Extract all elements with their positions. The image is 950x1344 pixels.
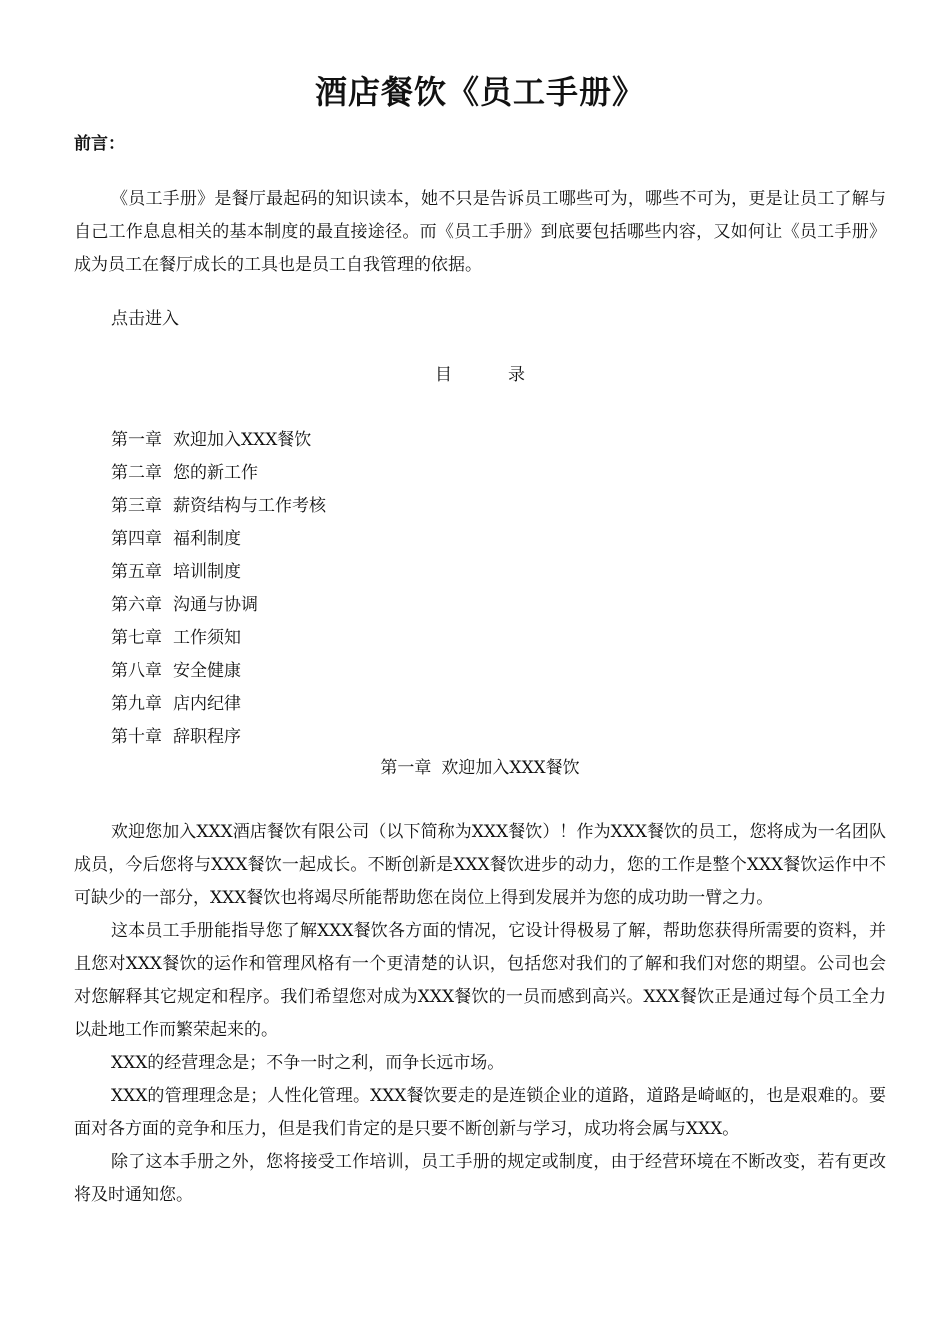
toc-item-title: 培训制度: [173, 562, 241, 582]
toc-item-number: 第八章: [111, 661, 162, 681]
toc-list: [111, 424, 326, 754]
toc-item-number: 第四章: [111, 529, 162, 549]
toc-item-title: 辞职程序: [173, 727, 241, 747]
chapter-title: 欢迎加入XXX餐饮: [441, 758, 580, 778]
toc-heading-right: 录: [508, 365, 525, 385]
toc-item-number: 第十章: [111, 727, 162, 747]
toc-item[interactable]: [111, 589, 326, 622]
toc-item[interactable]: [111, 457, 326, 490]
toc-item-number: 第一章: [111, 430, 162, 450]
chapter-number: 第一章: [380, 758, 432, 778]
toc-item-title: 安全健康: [173, 661, 241, 681]
toc-item[interactable]: [111, 688, 326, 721]
chapter-paragraph: XXX的经营理念是；不争一时之利，而争长远市场。: [111, 1053, 505, 1073]
toc-item[interactable]: [111, 490, 326, 523]
toc-item-number: 第六章: [111, 595, 162, 615]
enter-link[interactable]: 点击进入: [111, 309, 179, 329]
preface-paragraph: 《员工手册》是餐厅最起码的知识读本，她不只是告诉员工哪些可为，哪些不可为，更是让员工了解与自己工作息息相关的基本制度的最直接途径。而《员工手册》到底要包括哪些内容，又如何让《员工手册》成为员工在餐厅成长的工具也是员工自我管理的依据。: [74, 189, 886, 275]
toc-item-title: 薪资结构与工作考核: [173, 496, 326, 516]
toc-item-number: 第七章: [111, 628, 162, 648]
toc-item[interactable]: [111, 622, 326, 655]
toc-item-title: 福利制度: [173, 529, 241, 549]
toc-item-number: 第五章: [111, 562, 162, 582]
toc-item-title: 欢迎加入XXX餐饮: [173, 430, 312, 450]
chapter-body: [74, 816, 886, 1212]
toc-item-number: 第二章: [111, 463, 162, 483]
document-title: 酒店餐饮《员工手册》: [314, 73, 645, 111]
toc-item-title: 店内纪律: [173, 694, 241, 714]
preface-label: 前言：: [74, 134, 125, 154]
toc-item-title: 工作须知: [173, 628, 241, 648]
toc-item[interactable]: [111, 523, 326, 556]
chapter-paragraph: XXX的管理理念是；人性化管理。XXX餐饮要走的是连锁企业的道路，道路是崎岖的，也是艰难的。要面对各方面的竞争和压力，但是我们肯定的是只要不断创新与学习，成功将会属与XXX。: [74, 1086, 886, 1139]
toc-item[interactable]: [111, 655, 326, 688]
toc-item[interactable]: [111, 424, 326, 457]
toc-item-number: 第三章: [111, 496, 162, 516]
toc-item[interactable]: [111, 721, 326, 754]
chapter-paragraph: 欢迎您加入XXX酒店餐饮有限公司（以下简称为XXX餐饮）！作为XXX餐饮的员工，您将成为一名团队成员，今后您将与XXX餐饮一起成长。不断创新是XXX餐饮进步的动力，您的工作是整个XXX餐饮运作中不可缺少的一部分，XXX餐饮也将竭尽所能帮助您在岗位上得到发展并为您的成功助一臂之力。: [74, 822, 886, 908]
chapter-paragraph: 除了这本手册之外，您将接受工作培训，员工手册的规定或制度，由于经营环境在不断改变，若有更改将及时通知您。: [74, 1152, 886, 1205]
toc-item[interactable]: [111, 556, 326, 589]
toc-item-number: 第九章: [111, 694, 162, 714]
toc-item-title: 沟通与协调: [173, 595, 258, 615]
toc-item-title: 您的新工作: [173, 463, 258, 483]
chapter-paragraph: 这本员工手册能指导您了解XXX餐饮各方面的情况，它设计得极易了解，帮助您获得所需要的资料，并且您对XXX餐饮的运作和管理风格有一个更清楚的认识，包括您对我们的了解和我们对您的期望。公司也会对您解释其它规定和程序。我们希望您对成为XXX餐饮的一员而感到高兴。XXX餐饮正是通过每个员工全力以赴地工作而繁荣起来的。: [74, 921, 886, 1040]
toc-heading: [74, 361, 886, 389]
chapter-heading: [74, 754, 886, 782]
toc-heading-left: 目: [435, 365, 452, 385]
